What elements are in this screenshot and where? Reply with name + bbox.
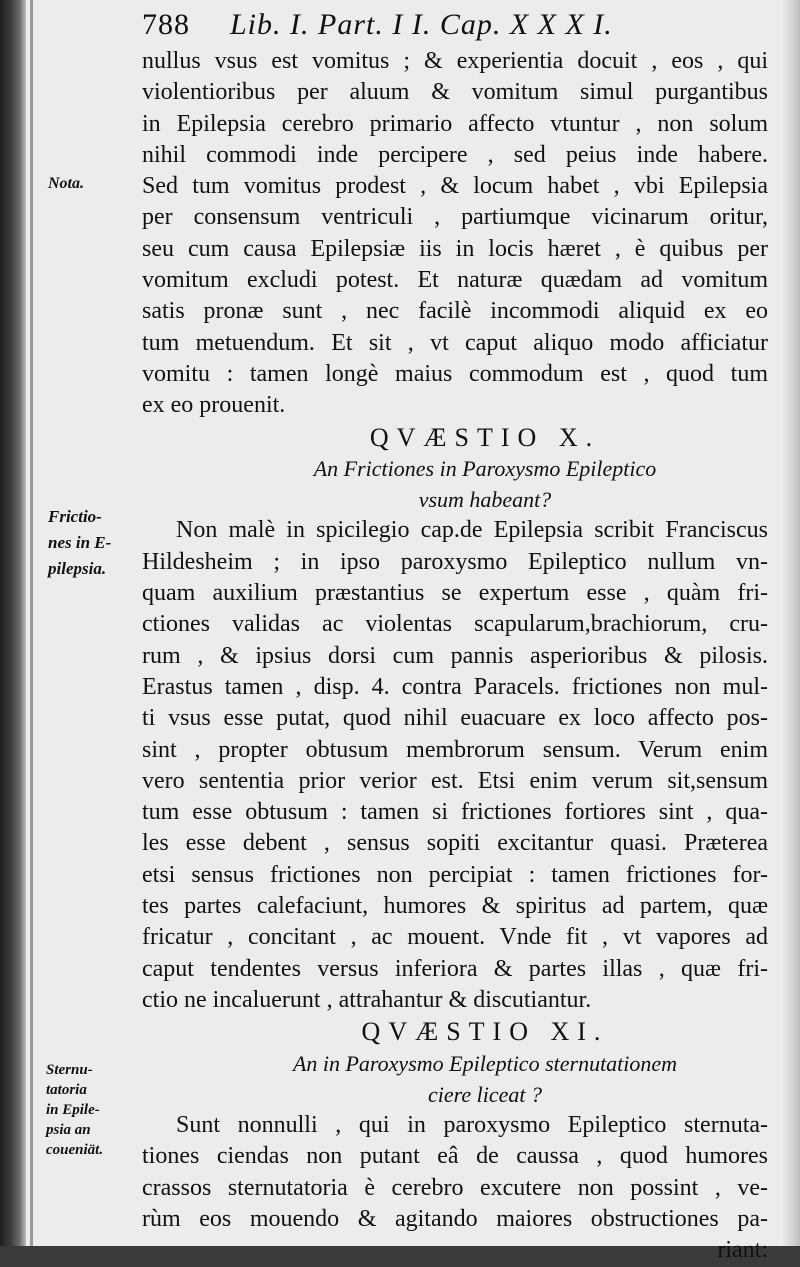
text-line: nullus vsus est vomitus ; & experientia docuit , eos , qui: [142, 48, 768, 74]
question-11-subtitle: ciere liceat ?: [427, 1081, 543, 1107]
margin-note-line: Nota.: [48, 175, 84, 192]
text-line: Sed tum vomitus prodest , & locum habet , vbi Epilepsia: [142, 173, 768, 200]
text-line: vomitu : tamen longè maius commodum est , quod tum: [142, 360, 768, 387]
text-line: Hildesheim ; in ipso paroxysmo Epileptico nullum vn-: [142, 548, 768, 575]
margin-note-line: tatoria: [46, 1082, 87, 1098]
text-line: seu cum causa Epilepsiæ iis in locis hæret , è quibus per: [142, 235, 768, 262]
text-line: satis pronæ sunt , nec facilè incommodi aliquid ex eo: [142, 298, 768, 325]
text-line: quam auxilium præstantius se expertum esse , quàm fri-: [142, 580, 768, 607]
margin-note-line: in Epile-: [46, 1102, 100, 1118]
text-line: tes partes calefaciunt, humores & spiritus ad partem, quæ: [142, 893, 768, 920]
text-line: Erastus tamen , disp. 4. contra Paracels. frictiones non mul-: [142, 673, 768, 700]
text-line: Sunt nonnulli , qui in paroxysmo Epileptico sternuta-: [176, 1112, 768, 1139]
margin-note-line: Sternu-: [46, 1062, 93, 1078]
text-line: violentioribus per aluum & vomitum simul purgantibus: [142, 79, 768, 106]
margin-note-sternutatoria: [46, 1060, 103, 1160]
question-10-title: QVÆSTIO X.: [369, 422, 601, 452]
text-line: tum metuendum. Et sit , vt caput aliquo modo afficiatur: [142, 329, 768, 356]
margin-note-nota: [48, 174, 84, 194]
text-line: ctiones validas ac violentas scapularum,brachiorum, cru-: [142, 611, 768, 638]
question-10-subtitle: vsum habeant?: [418, 487, 552, 513]
text-line: caput tendentes versus inferiora & partes illas , quæ fri-: [142, 955, 768, 982]
text-line: tum esse obtusum : tamen si frictiones fortiores sint , qua-: [142, 799, 768, 826]
margin-note-line: nes in E-: [48, 533, 112, 552]
margin-note-line: psia an: [46, 1122, 91, 1138]
text-line: vero sententia prior verior est. Etsi enim verum sit,sensum: [142, 767, 768, 794]
text-line: les esse debent , sensus sopiti excitantur quasi. Præterea: [142, 830, 768, 857]
margin-note-line: coueniät.: [46, 1142, 104, 1158]
text-line: etsi sensus frictiones non percipiat : tamen frictiones for-: [142, 861, 768, 888]
text-line: nihil commodi inde percipere , sed peius inde habere.: [142, 141, 768, 168]
catchword: riant:: [717, 1237, 768, 1264]
text-line: rum , & ipsius dorsi cum pannis asperioribus & pilosis.: [142, 642, 768, 669]
text-line: Non malè in spicilegio cap.de Epilepsia scribit Franciscus: [176, 517, 768, 544]
running-header: [142, 8, 762, 48]
text-line: crassos sternutatoria è cerebro excutere non possint , ve-: [142, 1174, 768, 1201]
question-10-subtitle: An Frictiones in Paroxysmo Epileptico: [313, 455, 657, 481]
margin-note-line: pilepsia.: [48, 559, 107, 578]
text-line: ti vsus esse putat, quod nihil euacuare ex loco affecto pos-: [142, 705, 768, 732]
page-edge-line: [30, 0, 33, 1246]
question-11-title: QVÆSTIO XI.: [361, 1017, 609, 1047]
text-line: sint , propter obtusum membrorum sensum. Verum enim: [142, 736, 768, 763]
page-right-edge-shadow: [782, 0, 800, 1246]
text-line: tiones ciendas non putant eâ de caussa , quod humores: [142, 1143, 768, 1170]
book-binding-shadow: [0, 0, 26, 1246]
page-body-text: [142, 46, 768, 1267]
text-line: per consensum ventriculi , partiumque vicinarum oritur,: [142, 204, 768, 231]
margin-note-line: Frictio-: [48, 507, 102, 526]
text-line: ctio ne incaluerunt , attrahantur & discutiantur.: [142, 986, 592, 1013]
text-line: vomitum excludi potest. Et naturæ quædam ad vomitum: [142, 267, 768, 294]
question-11-subtitle: An in Paroxysmo Epileptico sternutationem: [292, 1050, 678, 1076]
text-line: in Epilepsia cerebro primario affecto vtuntur , non solum: [142, 110, 768, 137]
page-number: 788: [142, 8, 190, 41]
margin-note-frictiones: [48, 504, 111, 582]
running-title: Lib. I. Part. I I. Cap. X X X I.: [230, 8, 613, 41]
text-line: rùm eos mouendo & agitando maiores obstructiones pa-: [142, 1205, 768, 1232]
text-line: ex eo prouenit.: [142, 392, 286, 419]
text-line: fricatur , concitant , ac mouent. Vnde fit , vt vapores ad: [142, 924, 768, 951]
